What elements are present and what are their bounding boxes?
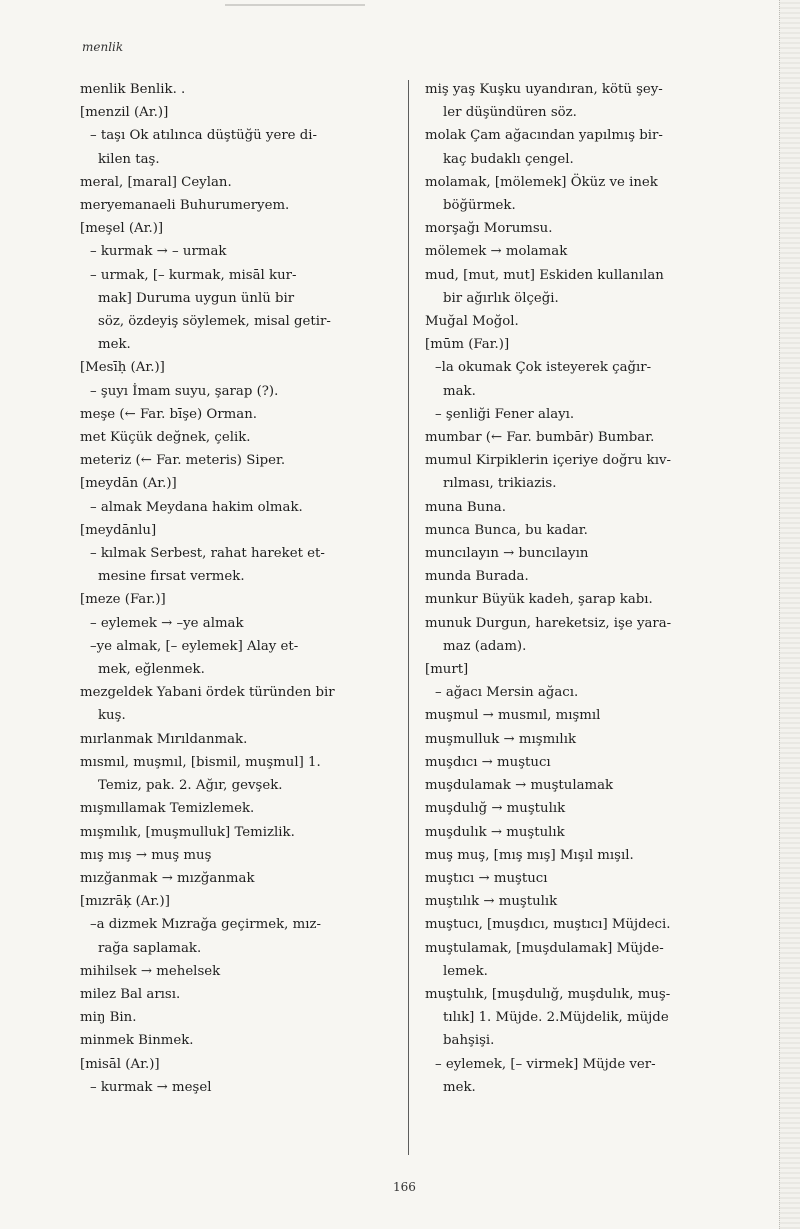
entry-line: menlik Benlik. . — [80, 82, 186, 97]
entry-line: Muğal Moğol. — [425, 314, 519, 330]
entry-line: muşmulluk → mışmılık — [425, 731, 576, 747]
entry-line: lemek. — [443, 963, 488, 979]
entry-line: meşe (← Far. bīşe) Orman. — [80, 406, 258, 422]
entry-line: mölemek → molamak — [425, 244, 568, 260]
entry-line: muştucı, [muşdıcı, muştıcı] Müjdeci. — [425, 917, 671, 933]
entry-line: munca Bunca, bu kadar. — [425, 522, 588, 538]
entry-line: rağa saplamak. — [98, 940, 202, 956]
entry-line: – ağacı Mersin ağacı. — [435, 685, 579, 701]
entry-line: [meydān (Ar.)] — [80, 476, 177, 492]
entry-line: meral, [maral] Ceylan. — [80, 174, 232, 190]
entry-line: mumul Kirpiklerin içeriye doğru kıv- — [425, 453, 671, 469]
entry-line: bir ağırlık ölçeği. — [443, 290, 559, 306]
entry-line: munda Burada. — [425, 569, 529, 585]
entry-line: [menzil (Ar.)] — [80, 105, 169, 121]
entry-line: mezgeldek Yabani ördek türünden bir — [80, 685, 335, 701]
entry-line: mızğanmak → mızğanmak — [80, 870, 255, 886]
entry-line: [mūm (Far.)] — [425, 337, 510, 353]
left-column — [80, 78, 398, 1099]
entry-line: muştıcı → muştucı — [425, 870, 548, 886]
entry-line: met Küçük değnek, çelik. — [80, 430, 251, 446]
scan-artifact — [225, 4, 365, 6]
entry-line: munuk Durgun, hareketsiz, işe yara- — [425, 615, 672, 631]
entry-line: – kılmak Serbest, rahat hareket et- — [90, 546, 325, 562]
entry-line: kuş. — [98, 708, 126, 724]
entry-line: – urmak, [– kurmak, misāl kur- — [90, 267, 297, 283]
entry-line: – eylemek, [– virmek] Müjde ver- — [435, 1056, 656, 1072]
entry-line: muşdulık → muştulık — [425, 824, 565, 840]
entry-line: [meşel (Ar.)] — [80, 221, 164, 237]
entry-line: [murt] — [425, 662, 469, 678]
entry-line: [misāl (Ar.)] — [80, 1056, 160, 1072]
entry-line: mesine fırsat vermek. — [98, 569, 245, 585]
entry-line: [Mesīḥ (Ar.)] — [80, 360, 165, 376]
entry-line: –la okumak Çok isteyerek çağır- — [435, 360, 652, 376]
entry-line: muşdıcı → muştucı — [425, 754, 551, 770]
right-column — [425, 78, 743, 1099]
entry-line: tılık] 1. Müjde. 2.Müjdelik, müjde — [443, 1010, 669, 1026]
entry-line: –a dizmek Mızrağa geçirmek, mız- — [90, 917, 321, 933]
column-divider — [408, 80, 409, 1155]
running-head: menlik — [82, 40, 124, 54]
entry-line: söz, özdeyiş söylemek, misal getir- — [98, 314, 331, 330]
entry-line: mek, eğlenmek. — [98, 662, 205, 678]
entry-line: mek. — [98, 337, 131, 353]
entry-line: mud, [mut, mut] Eskiden kullanılan — [425, 267, 664, 283]
entry-line: mihilsek → mehelsek — [80, 963, 221, 979]
entry-line: [meze (Far.)] — [80, 592, 166, 608]
page-number: 166 — [393, 1180, 416, 1194]
entry-line: muştulık, [muşdulığ, muşdulık, muş- — [425, 986, 671, 1002]
entry-line: mışmıllamak Temizlemek. — [80, 801, 255, 817]
entry-line: miş yaş Kuşku uyandıran, kötü şey- — [425, 82, 663, 97]
entry-line: milez Bal arısı. — [80, 986, 181, 1002]
entry-line: molak Çam ağacından yapılmış bir- — [425, 128, 663, 144]
entry-line: meteriz (← Far. meteris) Siper. — [80, 453, 286, 469]
entry-line: – şenliği Fener alayı. — [435, 406, 575, 422]
entry-line: mek. — [443, 1079, 476, 1095]
entry-line: muş muş, [mış mış] Mışıl mışıl. — [425, 847, 634, 863]
entry-line: rılması, trikiazis. — [443, 476, 557, 492]
entry-line: minmek Binmek. — [80, 1033, 194, 1049]
entry-line: meryemanaeli Buhurumeryem. — [80, 198, 290, 214]
entry-line: muştılık → muştulık — [425, 894, 558, 910]
entry-line: muşmul → musmıl, mışmıl — [425, 708, 601, 724]
entry-line: miŋ Bin. — [80, 1010, 137, 1026]
entry-line: –ye almak, [– eylemek] Alay et- — [90, 638, 299, 654]
entry-line: muşdulığ → muştulık — [425, 801, 566, 817]
entry-line: – eylemek → –ye almak — [90, 615, 244, 631]
entry-line: – şuyı İmam suyu, şarap (?). — [90, 383, 279, 399]
entry-line: mak. — [443, 383, 476, 399]
entry-line: ler düşündüren söz. — [443, 105, 577, 121]
entry-line: molamak, [mölemek] Öküz ve inek — [425, 174, 658, 190]
entry-line: [meydānlu] — [80, 522, 157, 538]
entry-line: – kurmak → – urmak — [90, 244, 227, 260]
entry-line: kaç budaklı çengel. — [443, 151, 574, 167]
entry-line: maz (adam). — [443, 638, 527, 654]
entry-line: Temiz, pak. 2. Ağır, gevşek. — [98, 778, 283, 794]
entry-line: muştulamak, [muşdulamak] Müjde- — [425, 940, 664, 956]
entry-line: mumbar (← Far. bumbār) Bumbar. — [425, 430, 655, 446]
entry-line: kilen taş. — [98, 151, 160, 167]
entry-line: mışmılık, [muşmulluk] Temizlik. — [80, 824, 295, 840]
entry-line: morşağı Morumsu. — [425, 221, 553, 237]
entry-line: muncılayın → buncılayın — [425, 546, 589, 562]
entry-line: muşdulamak → muştulamak — [425, 778, 614, 794]
scan-edge — [779, 0, 800, 1229]
entry-line: mış mış → muş muş — [80, 847, 212, 863]
entry-line: – taşı Ok atılınca düştüğü yere di- — [90, 128, 318, 144]
entry-line: bahşişi. — [443, 1033, 495, 1049]
entry-line: böğürmek. — [443, 198, 516, 214]
entry-line: – almak Meydana hakim olmak. — [90, 499, 303, 515]
entry-line: muna Buna. — [425, 499, 506, 515]
entry-line: [mızrāķ (Ar.)] — [80, 894, 170, 910]
entry-line: munkur Büyük kadeh, şarap kabı. — [425, 592, 653, 608]
entry-line: mısmıl, muşmıl, [bismil, muşmul] 1. — [80, 754, 321, 770]
entry-line: mak] Duruma uygun ünlü bir — [98, 290, 295, 306]
entry-line: – kurmak → meşel — [90, 1079, 212, 1095]
entry-line: mırlanmak Mırıldanmak. — [80, 731, 248, 747]
